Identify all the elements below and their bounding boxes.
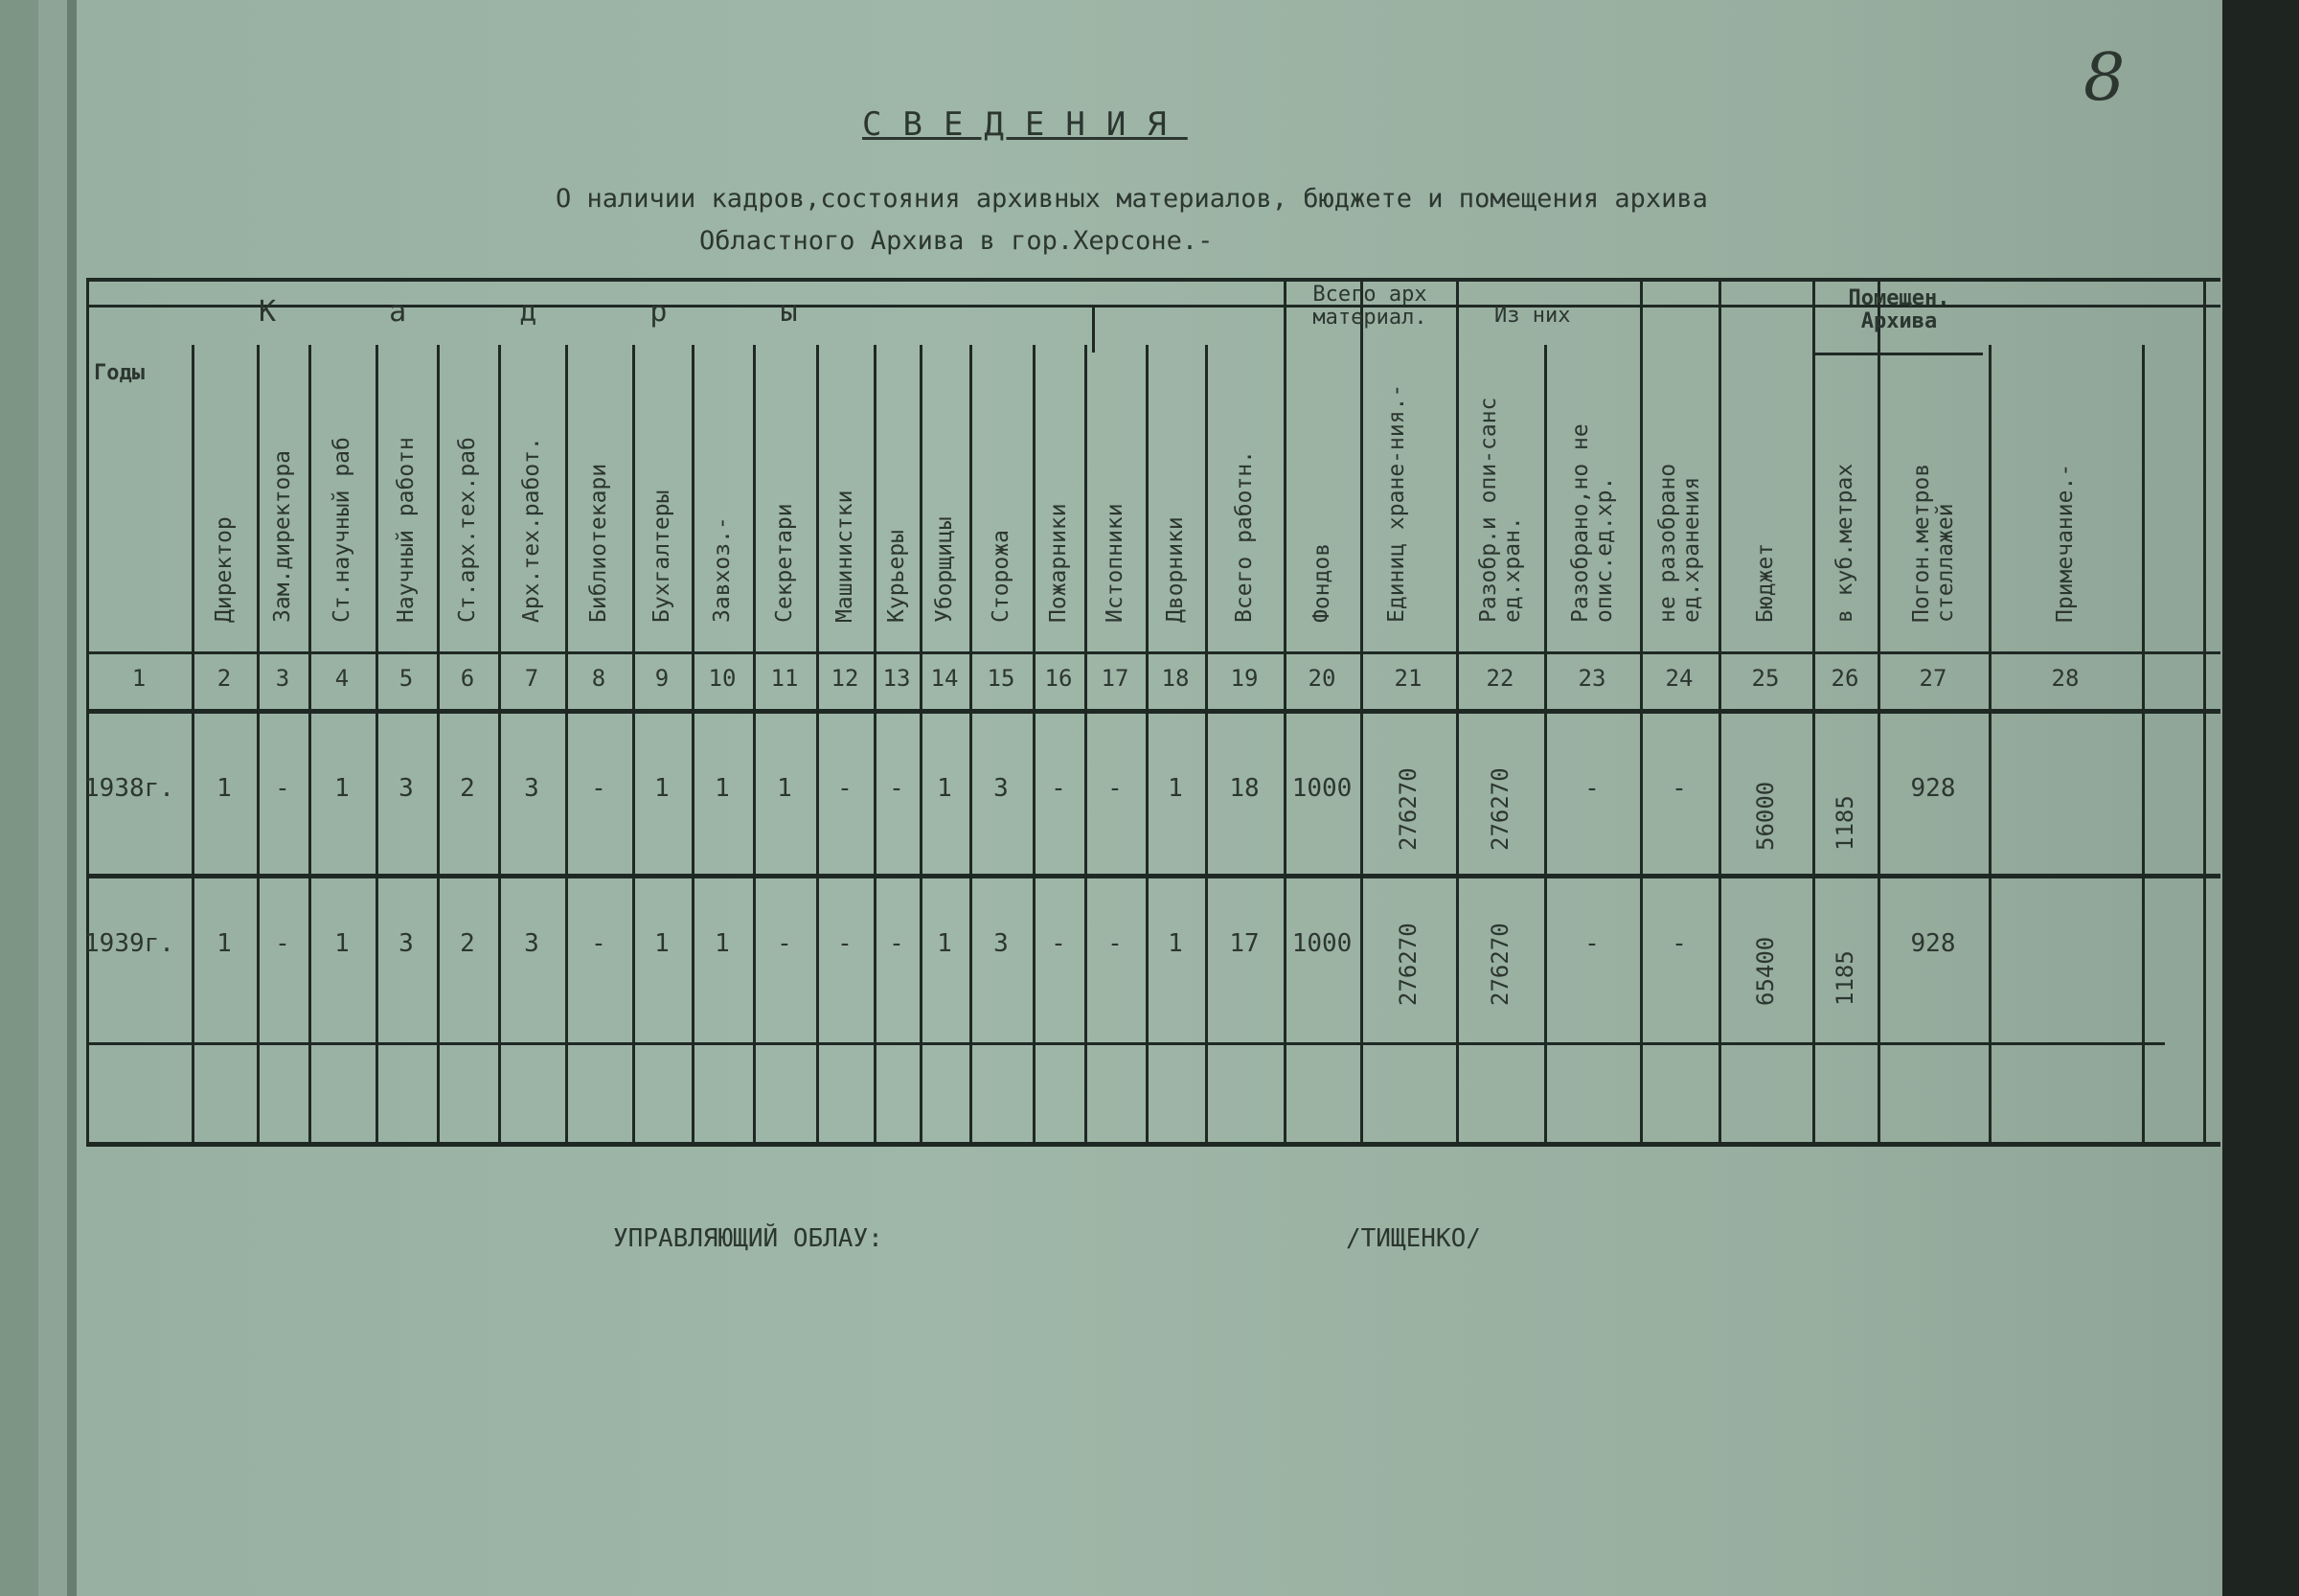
cell-col-23: - xyxy=(1584,774,1600,803)
column-number-7: 7 xyxy=(524,665,539,692)
row-year: 1938г. xyxy=(84,774,174,803)
column-number-22: 22 xyxy=(1486,665,1514,692)
column-header-23: Разобрано,но не опис.ед.хр. xyxy=(1568,423,1617,623)
table-hline xyxy=(86,1042,2165,1045)
column-number-17: 17 xyxy=(1101,665,1129,692)
cell-col-9: 1 xyxy=(654,774,670,803)
column-number-1: 1 xyxy=(131,665,147,692)
table-vline xyxy=(1360,278,1363,1142)
cell-col-27: 928 xyxy=(1910,774,1956,803)
column-number-24: 24 xyxy=(1665,665,1694,692)
table-vline xyxy=(308,345,311,1142)
cell-col-11: 1 xyxy=(777,774,792,803)
column-header-28: Примечание.- xyxy=(2053,463,2078,623)
cell-col-14: 1 xyxy=(937,929,952,958)
document-subtitle-line1: О наличии кадров,состояния архивных материалов, бюджете и помещения архива xyxy=(556,184,1708,214)
table-vline xyxy=(692,345,694,1142)
cell-col-25: 56000 xyxy=(1752,781,1779,851)
cell-col-27: 928 xyxy=(1910,929,1956,958)
cell-col-15: 3 xyxy=(993,774,1009,803)
table-vline xyxy=(498,345,501,1142)
table-vline xyxy=(1033,345,1036,1142)
cell-col-5: 3 xyxy=(398,929,414,958)
column-header-25: Бюджет xyxy=(1753,542,1778,623)
cell-col-14: 1 xyxy=(937,774,952,803)
table-vline xyxy=(192,345,194,1142)
group-header-kadry: К а д р ы xyxy=(259,295,846,329)
table-vline xyxy=(874,345,876,1142)
table-hline xyxy=(86,1142,2220,1147)
cell-col-21: 276270 xyxy=(1395,923,1422,1006)
cell-col-16: - xyxy=(1051,929,1066,958)
cell-col-15: 3 xyxy=(993,929,1009,958)
cell-col-13: - xyxy=(889,929,904,958)
column-number-10: 10 xyxy=(708,665,737,692)
cell-col-18: 1 xyxy=(1168,929,1183,958)
column-header-3: Зам.директора xyxy=(270,449,295,623)
table-vline xyxy=(1989,345,1992,1142)
group-header-total-materials: Всего арх материал. xyxy=(1312,283,1427,330)
signature-name: /ТИЩЕНКО/ xyxy=(1346,1224,1481,1253)
cell-col-22: 276270 xyxy=(1487,767,1514,851)
cell-col-22: 276270 xyxy=(1487,923,1514,1006)
column-header-12: Машинистки xyxy=(832,490,857,623)
signature-position: УПРАВЛЯЮЩИЙ ОБЛАУ: xyxy=(613,1224,883,1253)
table-vline xyxy=(1205,345,1208,1142)
document-subtitle-line2: Областного Архива в гор.Херсоне.- xyxy=(699,226,1214,256)
column-number-21: 21 xyxy=(1394,665,1423,692)
table-vline-left xyxy=(86,278,89,1142)
column-number-3: 3 xyxy=(275,665,290,692)
cell-col-17: - xyxy=(1107,774,1123,803)
cell-col-2: 1 xyxy=(216,774,232,803)
column-number-11: 11 xyxy=(770,665,799,692)
column-header-18: Дворники xyxy=(1163,516,1188,623)
table-vline xyxy=(753,345,756,1142)
table-vline xyxy=(969,345,972,1142)
column-header-26: в куб.метрах xyxy=(1832,463,1857,623)
table-vline xyxy=(257,345,260,1142)
table-vline xyxy=(437,345,440,1142)
document-title: СВЕДЕНИЯ xyxy=(862,105,1188,144)
column-number-2: 2 xyxy=(216,665,232,692)
cell-col-5: 3 xyxy=(398,774,414,803)
table-vline xyxy=(632,345,635,1142)
column-header-14: Уборщицы xyxy=(932,516,957,623)
cell-col-3: - xyxy=(275,774,290,803)
cell-col-8: - xyxy=(591,774,606,803)
table-vline xyxy=(1878,278,1880,1142)
column-header-17: Истопники xyxy=(1103,503,1127,623)
cell-col-7: 3 xyxy=(524,929,539,958)
page-number: 8 xyxy=(2083,40,2126,116)
column-number-26: 26 xyxy=(1831,665,1859,692)
column-header-27: Погон.метров стеллажей xyxy=(1909,463,1958,623)
column-number-12: 12 xyxy=(831,665,859,692)
table-vline xyxy=(1719,278,1721,1142)
column-header-9: Бухгалтеры xyxy=(649,490,674,623)
table-vline xyxy=(2142,345,2145,1142)
column-number-5: 5 xyxy=(398,665,414,692)
column-header-5: Научный работн xyxy=(394,437,419,623)
column-number-19: 19 xyxy=(1230,665,1259,692)
cell-col-10: 1 xyxy=(715,774,730,803)
column-number-18: 18 xyxy=(1161,665,1190,692)
cell-col-12: - xyxy=(837,929,853,958)
column-number-4: 4 xyxy=(334,665,350,692)
cell-col-4: 1 xyxy=(334,774,350,803)
table-hline xyxy=(86,278,2220,282)
column-header-11: Секретари xyxy=(772,503,797,623)
cell-col-19: 17 xyxy=(1229,929,1260,958)
cell-col-9: 1 xyxy=(654,929,670,958)
column-number-27: 27 xyxy=(1919,665,1947,692)
cell-col-13: - xyxy=(889,774,904,803)
column-header-15: Сторожа xyxy=(989,530,1013,623)
column-number-6: 6 xyxy=(460,665,475,692)
table-vline xyxy=(1544,345,1547,1142)
cell-col-6: 2 xyxy=(460,774,475,803)
column-number-16: 16 xyxy=(1044,665,1073,692)
column-number-23: 23 xyxy=(1578,665,1606,692)
row-year: 1939г. xyxy=(84,929,174,958)
cell-col-11: - xyxy=(777,929,792,958)
column-header-13: Курьеры xyxy=(884,530,909,623)
table-vline xyxy=(1812,278,1815,1142)
cell-col-12: - xyxy=(837,774,853,803)
group-header-years: Годы xyxy=(94,361,145,385)
column-header-24: не разобрано ед.хранения xyxy=(1655,463,1704,623)
column-number-25: 25 xyxy=(1751,665,1780,692)
group-header-of-them: Из них xyxy=(1494,304,1571,328)
table-vline xyxy=(1084,345,1087,1142)
table-hline xyxy=(86,874,2220,878)
column-number-14: 14 xyxy=(930,665,959,692)
column-number-13: 13 xyxy=(882,665,911,692)
cell-col-17: - xyxy=(1107,929,1123,958)
cell-col-25: 65400 xyxy=(1752,936,1779,1006)
table-vline xyxy=(1456,278,1459,1142)
cell-col-20: 1000 xyxy=(1291,774,1353,803)
column-header-21: Единиц хране-ния.- xyxy=(1384,383,1409,623)
column-header-16: Пожарники xyxy=(1046,503,1071,623)
column-header-22: Разобр.и опи-санс ед.хран. xyxy=(1476,397,1525,623)
cell-col-26: 1185 xyxy=(1832,795,1858,851)
column-header-10: Завхоз.- xyxy=(710,516,735,623)
column-header-8: Библиотекари xyxy=(586,463,611,623)
column-header-4: Ст.научный раб xyxy=(330,437,354,623)
column-number-8: 8 xyxy=(591,665,606,692)
table-vline-group xyxy=(1092,305,1095,353)
table-vline xyxy=(376,345,378,1142)
cell-col-10: 1 xyxy=(715,929,730,958)
cell-col-24: - xyxy=(1672,774,1687,803)
table-vline xyxy=(1146,345,1149,1142)
column-header-2: Директор xyxy=(212,516,237,623)
column-number-9: 9 xyxy=(654,665,670,692)
table-vline xyxy=(1284,278,1286,1142)
cell-col-7: 3 xyxy=(524,774,539,803)
table-vline-right xyxy=(2203,278,2206,1142)
table-hline xyxy=(86,651,2220,654)
cell-col-16: - xyxy=(1051,774,1066,803)
table-vline xyxy=(920,345,922,1142)
cell-col-23: - xyxy=(1584,929,1600,958)
table-vline xyxy=(816,345,819,1142)
column-header-6: Ст.арх.тех.раб xyxy=(455,437,480,623)
cell-col-20: 1000 xyxy=(1291,929,1353,958)
column-header-19: Всего работн. xyxy=(1232,449,1257,623)
group-header-premises: Помещен. Архива xyxy=(1848,286,1950,333)
table-vline xyxy=(1640,278,1643,1142)
cell-col-2: 1 xyxy=(216,929,232,958)
column-header-7: Арх.тех.работ. xyxy=(519,437,544,623)
table-hline xyxy=(86,709,2220,714)
column-header-20: Фондов xyxy=(1309,542,1334,623)
column-number-20: 20 xyxy=(1308,665,1336,692)
cell-col-18: 1 xyxy=(1168,774,1183,803)
cell-col-24: - xyxy=(1672,929,1687,958)
cell-col-19: 18 xyxy=(1229,774,1260,803)
cell-col-8: - xyxy=(591,929,606,958)
cell-col-3: - xyxy=(275,929,290,958)
table-vline xyxy=(565,345,568,1142)
column-number-28: 28 xyxy=(2051,665,2080,692)
cell-col-4: 1 xyxy=(334,929,350,958)
cell-col-26: 1185 xyxy=(1832,950,1858,1006)
cell-col-21: 276270 xyxy=(1395,767,1422,851)
column-number-15: 15 xyxy=(987,665,1015,692)
cell-col-6: 2 xyxy=(460,929,475,958)
